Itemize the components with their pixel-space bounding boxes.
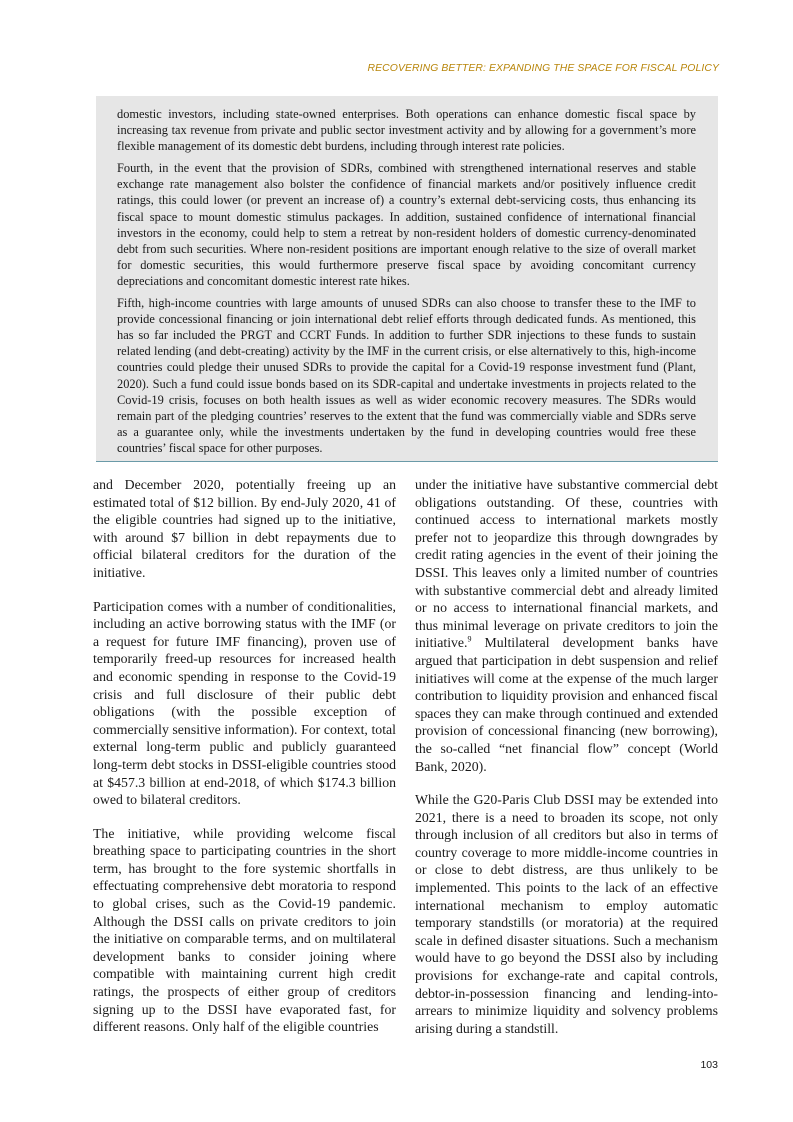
- right-paragraph-2: While the G20-Paris Club DSSI may be extended into 2021, there is a need to broaden its scope, not only through inclusion of all creditors but also in terms of country coverage to more middle-income countries in or close to debt distress, are thus unlikely to be implemented. This points to the lack of an effective international mechanism to employ automatic temporary standstills (or moratoria) at the required scale in defined disaster situations. Such a mechanism would have to go beyond the DSSI also by including provisions for exchange-rate and capital controls, debtor-in-possession financing and lending-into-arrears to minimize liquidity and solvency problems arising during a standstill.: [415, 792, 718, 1036]
- right-column: [415, 476, 718, 1037]
- box-paragraph-fourth: Fourth, in the event that the provision of SDRs, combined with strengthened international reserves and stable exchange rate management also bolster the confidence of financial markets and/or positively influence credit ratings, this could lower (or prevent an increase of) a country’s external debt-servicing costs, thus enhancing its fiscal space to mount domestic stimulus packages. In addition, sustained confidence of international financial investors in the economy, could help to stem a retreat by non-resident holders of domestic currency-denominated debt from such securities. Where non-resident positions are important enough relative to the size of overall market for domestic securities, this would furthermore preserve fiscal space by avoiding concomitant currency depreciations and concomitant domestic interest rate hikes.: [117, 161, 696, 288]
- box-paragraph-fifth: Fifth, high-income countries with large amounts of unused SDRs can also choose to transfer these to the IMF to provide concessional financing or join international debt relief efforts through dedicated funds. As mentioned, this has so far included the PRGT and CCRT Funds. In addition to further SDR injections to these funds to sustain related lending (and debt-creating) activity by the IMF in the current crisis, or else alternatively to this, high-income countries could pledge their unused SDRs to provide the capital for a Covid-19 response investment fund (Plant, 2020). Such a fund could issue bonds based on its SDR-capital and undertake investments in projects related to the Covid-19 crisis, focuses on both health issues as well as wider economic recovery measures. The SDRs would remain part of the pledging countries’ reserves to the extent that the fund was commercially viable and SDRs serve as a guarantee only, while the investments undertaken by the fund in developing countries would free these countries’ fiscal space for other purposes.: [117, 296, 696, 455]
- page-number: 103: [700, 1059, 718, 1071]
- highlight-box: [96, 96, 718, 462]
- footnote-marker[interactable]: 9: [467, 634, 472, 644]
- left-paragraph-2: Participation comes with a number of conditionalities, including an active borrowing status with the IMF (or a request for future IMF financing), proven use of temporarily freed-up resources for increased health and economic spending in response to the Covid-19 crisis and full disclosure of their public debt obligations (with the possible exception of commercially sensitive information). For context, total external long-term public and publicly guaranteed long-term debt stocks in DSSI-eligible countries stood at $457.3 billion at end-2018, of which $174.3 billion owed to bilateral creditors.: [93, 598, 396, 808]
- left-column: [93, 476, 396, 1036]
- right-paragraph-1-text: under the initiative have substantive commercial debt obligations outstanding. Of these, countries with continued access to international markets mostly prefer not to jeopardize this through downgrades by credit rating agencies in the event of their joining the DSSI. This leaves only a limited number of countries with substantive commercial debt and already limited or no access to international financial markets, and thus minimal leverage on private creditors to join the initiative.: [415, 477, 718, 651]
- right-paragraph-1: [415, 476, 718, 775]
- left-paragraph-3: The initiative, while providing welcome fiscal breathing space to participating countries in the short term, has brought to the fore systemic shortfalls in effectuating comprehensive debt moratoria to respond to global crises, such as the Covid-19 pandemic. Although the DSSI calls on private creditors to join the initiative on comparable terms, and on multilateral development banks to consider joining where compatible with maintaining current high credit ratings, the prospects of either group of creditors signing up to the DSSI have evaporated fast, for different reasons. Only half of the eligible countries: [93, 825, 396, 1035]
- right-paragraph-1-continued: Multilateral development banks have argued that participation in debt suspension and relief initiatives will come at the expense of the much larger contribution to liquidity provision and enhanced fiscal spaces they can make through continued and extended provision of concessional financing (new borrowing), the so-called “net financial flow” concept (World Bank, 2020).: [415, 635, 718, 774]
- left-paragraph-1: and December 2020, potentially freeing up an estimated total of $12 billion. By end-July 2020, 41 of the eligible countries had signed up to the initiative, with around $7 billion in debt repayments due to official bilateral creditors for the duration of the initiative.: [93, 477, 396, 580]
- box-paragraph-continuation: domestic investors, including state-owned enterprises. Both operations can enhance domestic fiscal space by increasing tax revenue from private and public sector investment activity and by allowing for a government’s more flexible management of its domestic debt burdens, including through interest rate policies.: [117, 107, 696, 154]
- highlight-box-text: [117, 106, 696, 462]
- running-header: RECOVERING BETTER: EXPANDING THE SPACE FOR FISCAL POLICY: [367, 63, 719, 74]
